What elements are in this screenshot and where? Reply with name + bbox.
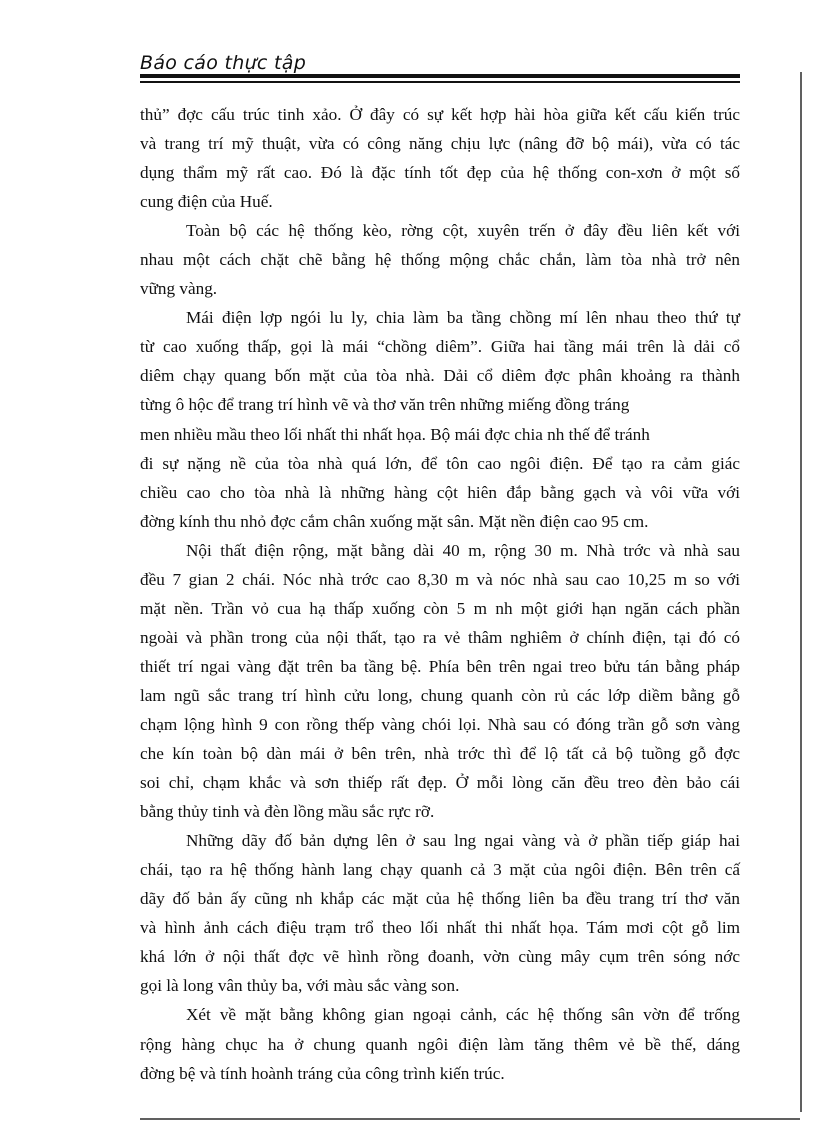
text-line: ngoài và phần trong của nội thất, tạo ra vẻ thâm nghiêm ở chính điện, tại đó có <box>140 627 740 647</box>
text-line: Nội thất điện rộng, mặt bằng dài 40 m, rộng 30 m. Nhà trớc và nhà sau <box>186 540 740 560</box>
text-line: khá lớn ở nội thất đợc vẽ hình rồng đoanh, vờn cùng mây cụm trên sóng nớc <box>140 947 740 967</box>
text-line: soi chỉ, chạm khắc và sơn thiếp rất đẹp. Ở mỗi lòng căn đều treo đèn bảo cái <box>140 773 740 793</box>
text-line: Những dãy đố bản dựng lên ở sau lng ngai vàng và ở phần tiếp giáp hai <box>186 831 740 851</box>
text-line: bằng thủy tinh và đèn lồng mầu sắc rực rỡ. <box>140 802 435 822</box>
text-line: diêm chạy quang bốn mặt của tòa nhà. Dải cổ diêm đợc phân khoảng ra thành <box>140 366 740 386</box>
text-line: từ cao xuống thấp, gọi là mái “chồng diêm”. Giữa hai tầng mái trên là dải cổ <box>140 337 740 357</box>
page-border-right <box>800 72 802 1112</box>
text-line: đờng bệ và tính hoành tráng của công trình kiến trúc. <box>140 1063 505 1083</box>
text-line: đờng kính thu nhỏ đợc cắm chân xuống mặt sân. Mặt nền điện cao 95 cm. <box>140 511 649 531</box>
text-line: thủ” đợc cấu trúc tinh xảo. Ở đây có sự kết hợp hài hòa giữa kết cấu kiến trúc <box>140 105 740 124</box>
text-line: cung điện của Huế. <box>140 192 273 212</box>
text-line: thiết trí ngai vàng đặt trên ba tầng bệ. Phía bên trên ngai treo bửu tán bằng pháp <box>140 656 740 676</box>
text-line: chiều cao cho tòa nhà là những hàng cột hiên đắp bằng gạch và vôi vữa với <box>140 482 740 502</box>
text-line: và hình ảnh cách điệu trạm trổ theo lối nhất thi nhất họa. Tám mơi cột gỗ lim <box>140 918 740 938</box>
text-line: Xét về mặt bằng không gian ngoại cảnh, các hệ thống sân vờn để trống <box>186 1005 740 1025</box>
header-rule-thick <box>140 74 740 78</box>
text-line: Mái điện lợp ngói lu ly, chia làm ba tầng chồng mí lên nhau theo thứ tự <box>186 308 740 328</box>
text-line: chạm lộng hình 9 con rồng thếp vàng chói lọi. Nhà sau có đóng trần gỗ sơn vàng <box>140 714 740 734</box>
text-line: che kín toàn bộ dàn mái ở bên trên, nhà trớc thì để lộ tất cả bộ tuồng gỗ đợc <box>140 744 740 764</box>
text-line: dãy đố bản ấy cũng nh khắp các mặt của hệ thống liên ba đều trang trí thơ văn <box>140 889 740 909</box>
page-border-bottom <box>140 1118 800 1120</box>
text-line: đi sự nặng nề của tòa nhà quá lớn, để tôn cao ngôi điện. Để tạo ra cảm giác <box>140 453 740 473</box>
header-rule-thin <box>140 81 740 83</box>
text-line: đều 7 gian 2 chái. Nóc nhà trớc cao 8,30 m và nóc nhà sau cao 10,25 m so với <box>140 569 740 589</box>
text-line: rộng hàng chục ha ở chung quanh ngôi điện làm tăng thêm vẻ bề thế, dáng <box>140 1034 740 1054</box>
text-line: men nhiều mầu theo lối nhất thi nhất họa. Bộ mái đợc chia nh thế để tránh <box>140 424 650 444</box>
header-title: Báo cáo thực tập <box>140 52 307 74</box>
text-line: chái, tạo ra hệ thống hành lang chạy quanh cả 3 mặt của ngôi điện. Bên trên cấ <box>140 860 740 880</box>
text-line: từng ô hộc để trang trí hình vẽ và thơ văn trên những miếng đồng tráng <box>140 395 630 415</box>
document-body <box>140 100 740 1088</box>
text-line: vững vàng. <box>140 279 218 299</box>
page-header <box>140 52 740 92</box>
text-line: mặt nền. Trần vỏ cua hạ thấp xuống còn 5 m nh một giới hạn ngăn cách phần <box>140 598 740 618</box>
text-line: dụng thẩm mỹ rất cao. Đó là đặc tính tốt đẹp của hệ thống con-xơn ở một số <box>140 163 740 183</box>
text-line: lam ngũ sắc trang trí hình cửu long, chung quanh còn rủ các lớp diềm bằng gỗ <box>140 685 740 705</box>
text-line: Toàn bộ các hệ thống kèo, rờng cột, xuyên trến ở đây đều liên kết với <box>186 221 740 241</box>
text-line: gọi là long vân thủy ba, với màu sắc vàng son. <box>140 976 460 996</box>
text-line: nhau một cách chặt chẽ bằng hệ thống mộng chắc chắn, làm tòa nhà trở nên <box>140 250 740 270</box>
text-line: và trang trí mỹ thuật, vừa có công năng chịu lực (nâng đỡ bộ mái), vừa có tác <box>140 134 740 154</box>
